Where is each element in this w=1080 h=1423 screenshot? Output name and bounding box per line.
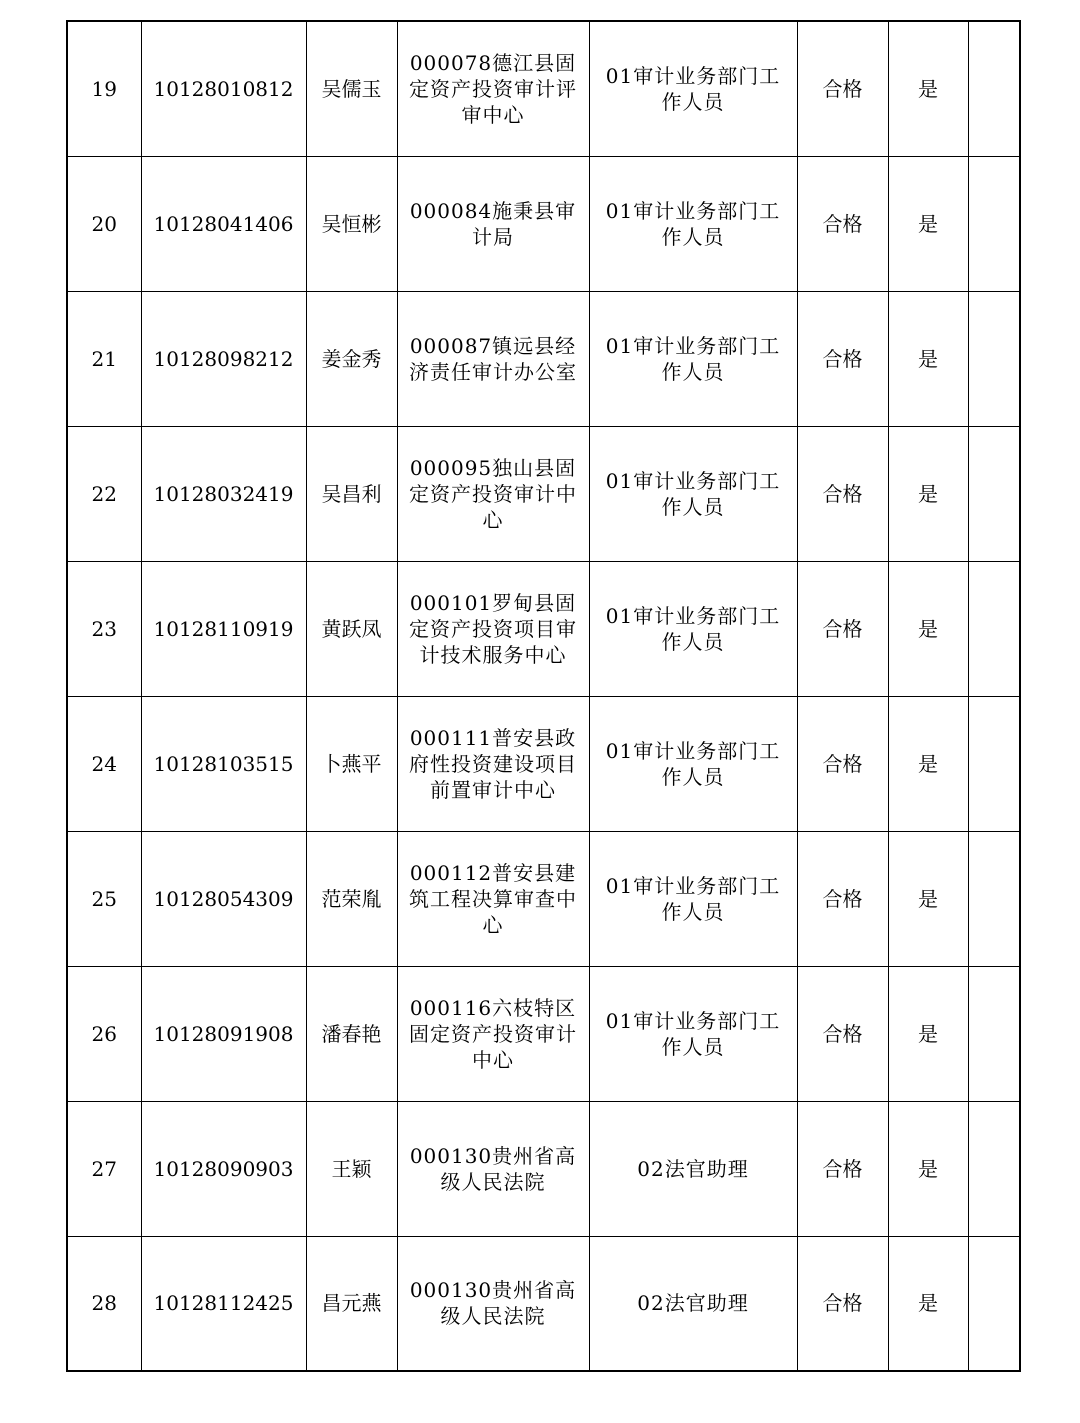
remark-cell — [968, 156, 1020, 291]
remark-cell — [968, 966, 1020, 1101]
name-cell: 黄跃凤 — [306, 561, 397, 696]
flag-cell: 是 — [888, 1101, 968, 1236]
exam-no-cell: 10128054309 — [141, 831, 306, 966]
position-cell: 01审计业务部门工作人员 — [589, 966, 797, 1101]
seq-cell: 25 — [67, 831, 141, 966]
exam-no-cell: 10128112425 — [141, 1236, 306, 1371]
result-cell: 合格 — [797, 1101, 888, 1236]
remark-cell — [968, 21, 1020, 156]
seq-cell: 19 — [67, 21, 141, 156]
result-cell: 合格 — [797, 561, 888, 696]
unit-cell: 000116六枝特区固定资产投资审计中心 — [397, 966, 589, 1101]
unit-cell: 000087镇远县经济责任审计办公室 — [397, 291, 589, 426]
name-cell: 卜燕平 — [306, 696, 397, 831]
remark-cell — [968, 831, 1020, 966]
unit-cell: 000084施秉县审计局 — [397, 156, 589, 291]
remark-cell — [968, 1101, 1020, 1236]
results-table — [66, 20, 1021, 1372]
table-row — [67, 426, 1020, 561]
remark-cell — [968, 561, 1020, 696]
seq-cell: 27 — [67, 1101, 141, 1236]
result-cell: 合格 — [797, 696, 888, 831]
table-row — [67, 966, 1020, 1101]
name-cell: 昌元燕 — [306, 1236, 397, 1371]
exam-no-cell: 10128103515 — [141, 696, 306, 831]
unit-cell: 000101罗甸县固定资产投资项目审计技术服务中心 — [397, 561, 589, 696]
remark-cell — [968, 696, 1020, 831]
table-row — [67, 1101, 1020, 1236]
exam-no-cell: 10128010812 — [141, 21, 306, 156]
unit-cell: 000130贵州省高级人民法院 — [397, 1101, 589, 1236]
exam-no-cell: 10128110919 — [141, 561, 306, 696]
remark-cell — [968, 426, 1020, 561]
position-cell: 02法官助理 — [589, 1236, 797, 1371]
table-row — [67, 696, 1020, 831]
flag-cell: 是 — [888, 561, 968, 696]
seq-cell: 21 — [67, 291, 141, 426]
name-cell: 潘春艳 — [306, 966, 397, 1101]
unit-cell: 000095独山县固定资产投资审计中心 — [397, 426, 589, 561]
flag-cell: 是 — [888, 291, 968, 426]
position-cell: 01审计业务部门工作人员 — [589, 831, 797, 966]
result-cell: 合格 — [797, 291, 888, 426]
remark-cell — [968, 1236, 1020, 1371]
exam-no-cell: 10128041406 — [141, 156, 306, 291]
flag-cell: 是 — [888, 696, 968, 831]
exam-no-cell: 10128090903 — [141, 1101, 306, 1236]
flag-cell: 是 — [888, 966, 968, 1101]
table-row — [67, 21, 1020, 156]
position-cell: 01审计业务部门工作人员 — [589, 696, 797, 831]
table-row — [67, 831, 1020, 966]
flag-cell: 是 — [888, 426, 968, 561]
unit-cell: 000078德江县固定资产投资审计评审中心 — [397, 21, 589, 156]
name-cell: 吴昌利 — [306, 426, 397, 561]
seq-cell: 22 — [67, 426, 141, 561]
remark-cell — [968, 291, 1020, 426]
name-cell: 吴恒彬 — [306, 156, 397, 291]
seq-cell: 23 — [67, 561, 141, 696]
table-row — [67, 561, 1020, 696]
unit-cell: 000112普安县建筑工程决算审查中心 — [397, 831, 589, 966]
position-cell: 01审计业务部门工作人员 — [589, 561, 797, 696]
position-cell: 01审计业务部门工作人员 — [589, 21, 797, 156]
seq-cell: 24 — [67, 696, 141, 831]
result-cell: 合格 — [797, 426, 888, 561]
name-cell: 范荣胤 — [306, 831, 397, 966]
seq-cell: 26 — [67, 966, 141, 1101]
table-row — [67, 156, 1020, 291]
position-cell: 02法官助理 — [589, 1101, 797, 1236]
result-cell: 合格 — [797, 156, 888, 291]
seq-cell: 28 — [67, 1236, 141, 1371]
name-cell: 王颖 — [306, 1101, 397, 1236]
exam-no-cell: 10128098212 — [141, 291, 306, 426]
position-cell: 01审计业务部门工作人员 — [589, 291, 797, 426]
result-cell: 合格 — [797, 21, 888, 156]
unit-cell: 000111普安县政府性投资建设项目前置审计中心 — [397, 696, 589, 831]
result-cell: 合格 — [797, 1236, 888, 1371]
name-cell: 姜金秀 — [306, 291, 397, 426]
exam-no-cell: 10128091908 — [141, 966, 306, 1101]
table-body — [67, 21, 1020, 1371]
table-row — [67, 291, 1020, 426]
flag-cell: 是 — [888, 831, 968, 966]
flag-cell: 是 — [888, 21, 968, 156]
position-cell: 01审计业务部门工作人员 — [589, 156, 797, 291]
name-cell: 吴儒玉 — [306, 21, 397, 156]
flag-cell: 是 — [888, 156, 968, 291]
exam-no-cell: 10128032419 — [141, 426, 306, 561]
unit-cell: 000130贵州省高级人民法院 — [397, 1236, 589, 1371]
result-cell: 合格 — [797, 831, 888, 966]
table-row — [67, 1236, 1020, 1371]
position-cell: 01审计业务部门工作人员 — [589, 426, 797, 561]
seq-cell: 20 — [67, 156, 141, 291]
flag-cell: 是 — [888, 1236, 968, 1371]
result-cell: 合格 — [797, 966, 888, 1101]
